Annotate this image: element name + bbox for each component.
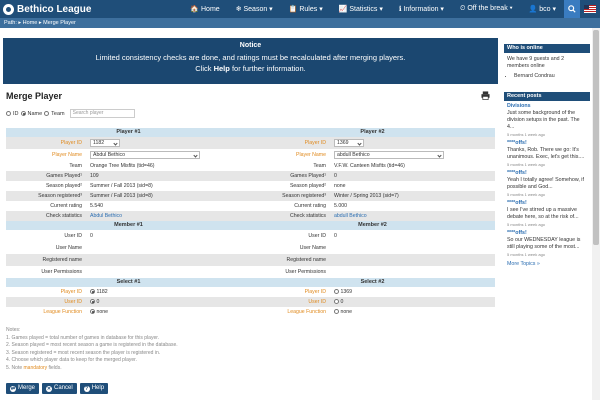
player-1-season-registered-label: Season registered³: [38, 193, 82, 199]
note-1: 1. Games played = total number of games in database for this player.: [6, 334, 160, 341]
help-button-label: Help: [91, 385, 105, 391]
select-2-userid-label: User ID: [308, 299, 326, 305]
notice-line-2: [3, 64, 498, 73]
player-2-name-select[interactable]: abdull Bethico: [334, 151, 444, 159]
help-button[interactable]: [80, 383, 108, 394]
notes-title: Notes:: [6, 327, 21, 333]
player-1-rating-label: Current rating: [50, 203, 82, 209]
player-1-id-select[interactable]: 1182: [90, 139, 120, 147]
player-1-name-select[interactable]: Abdul Bethico: [90, 151, 200, 159]
radio-team-label: Team: [51, 110, 65, 117]
who-online-title: Who is online: [504, 44, 590, 53]
radio-team[interactable]: [44, 111, 49, 116]
select-1-header: Select #1: [6, 278, 251, 287]
player-2-id-row: [250, 137, 495, 149]
member-2-regname-row: [250, 254, 495, 266]
nav-information[interactable]: ℹ Information ▾: [398, 6, 444, 13]
post-excerpt[interactable]: Just some background of the division setups in the past. The 4...: [507, 110, 580, 130]
player-1-season-registered-row: [6, 191, 251, 201]
player-2-rating-row: [250, 201, 495, 211]
online-member[interactable]: • Bernard Condrau: [514, 73, 590, 80]
brand[interactable]: [0, 4, 150, 15]
merge-button[interactable]: [6, 383, 39, 394]
who-online-text: We have 9 guests and 2 members online: [507, 56, 565, 69]
select-1-playerid-row: [6, 287, 251, 297]
breadcrumb: Path: ▸ Home ▸ Merge Player: [0, 18, 600, 28]
note-5-post: fields.: [47, 364, 62, 371]
merge-icon: ⇄: [10, 385, 16, 392]
player-2-rating-value: 5.000: [334, 203, 347, 209]
post-time: 5 months 1 week ago: [507, 252, 546, 257]
recent-post: [504, 228, 590, 258]
select-1-userid-value: 0: [96, 299, 100, 305]
note-2: 2. Season played = most recent season a game is registered in the database.: [6, 342, 178, 348]
player-1-panel: [6, 128, 251, 317]
radio-name-label: Name: [27, 110, 43, 117]
recent-post: [504, 198, 590, 228]
player-2-name-label: Player Name: [296, 152, 326, 158]
post-topic[interactable]: ****offs!: [507, 140, 527, 146]
select-1-function-label: League Function: [43, 309, 82, 315]
player-2-id-label: Player ID: [304, 140, 326, 146]
post-excerpt[interactable]: So our WEDNESDAY league is still playing some of the most...: [507, 237, 581, 250]
more-topics-link[interactable]: More Topics »: [507, 261, 540, 267]
post-topic[interactable]: ****offs!: [507, 230, 527, 236]
select-1-userid-label: User ID: [64, 299, 82, 305]
member-2-perms-row: [250, 266, 495, 278]
post-excerpt[interactable]: Thanks, Rob. There we go: It's unanimous. Exec, let's get this....: [507, 147, 585, 160]
player-2-stats-row: [250, 211, 495, 221]
player-1-stats-row: [6, 211, 251, 221]
page-title: Merge Player: [6, 91, 63, 101]
search-type-options: [6, 109, 135, 118]
player-1-games-row: [6, 171, 251, 181]
player-2-games-row: [250, 171, 495, 181]
cancel-button-label: Cancel: [54, 385, 73, 391]
select-1-function-radio[interactable]: [90, 309, 95, 314]
select-2-function-radio[interactable]: [334, 309, 339, 314]
post-time: 5 months 1 week ago: [507, 192, 546, 197]
select-1-userid-row: [6, 297, 251, 307]
recent-post: [504, 168, 590, 198]
post-topic[interactable]: Divisions: [507, 103, 531, 109]
select-2-playerid-value: 1369: [340, 289, 352, 295]
player-2-season-registered-row: [250, 191, 495, 201]
member-1-perms-row: [6, 266, 251, 278]
search-icon[interactable]: [564, 0, 580, 18]
select-2-header: Select #2: [250, 278, 495, 287]
member-2-userid-value: 0: [334, 233, 337, 239]
notice-help-word: Help: [213, 64, 230, 73]
player-1-season-registered-value: Summer / Fall 2013 (sid=8): [90, 193, 153, 199]
nav-rules[interactable]: 📋 Rules ▾: [288, 6, 323, 13]
member-2-perms-label: User Permissions: [285, 269, 326, 275]
player-1-games-label: Games Played¹: [46, 173, 82, 179]
action-buttons: [6, 383, 108, 394]
player-1-rating-value: 5.540: [90, 203, 103, 209]
select-2-playerid-row: [250, 287, 495, 297]
member-1-header: Member #1: [6, 221, 251, 230]
member-1-username-label: User Name: [55, 245, 82, 251]
nav-user-menu[interactable]: 👤 bco ▾: [528, 6, 556, 13]
member-1-username-row: [6, 242, 251, 254]
player-2-stats-link[interactable]: abdull Bethico: [334, 213, 367, 219]
radio-name[interactable]: [21, 111, 26, 116]
post-topic[interactable]: ****offs!: [507, 200, 527, 206]
select-2-function-label: League Function: [287, 309, 326, 315]
main-nav: [182, 0, 600, 18]
player-1-stats-label: Check statistics: [45, 213, 82, 219]
player-1-team-label: Team: [69, 163, 82, 169]
post-excerpt[interactable]: I see I've stirred up a massive debate here, so at the risk of...: [507, 207, 579, 220]
player-1-season-played-row: [6, 181, 251, 191]
player-2-name-row: [250, 149, 495, 161]
radio-id-label: ID: [13, 110, 19, 117]
member-2-regname-label: Registered name: [286, 257, 326, 263]
select-1-function-value: none: [96, 309, 108, 315]
note-5-pre: 5. Note: [6, 364, 24, 371]
select-2-function-value: none: [340, 309, 352, 315]
note-3: 3. Season registered = most recent season the player is registered in.: [6, 349, 161, 356]
us-flag-icon[interactable]: [584, 5, 596, 13]
cancel-button[interactable]: [42, 383, 77, 394]
player-2-season-registered-value: Winter / Spring 2013 (sid=7): [334, 193, 399, 199]
member-1-regname-label: Registered name: [42, 257, 82, 263]
player-2-season-played-value: none: [334, 183, 346, 189]
player-2-header: Player #2: [250, 128, 495, 137]
member-2-username-row: [250, 242, 495, 254]
player-1-name-label: Player Name: [52, 152, 82, 158]
select-2-userid-radio[interactable]: [334, 299, 339, 304]
member-2-header: Member #2: [250, 221, 495, 230]
player-1-team-row: [6, 161, 251, 171]
recent-posts-title: Recent posts: [504, 92, 590, 101]
note-5-mandatory: mandatory: [23, 364, 48, 371]
player-2-stats-label: Check statistics: [289, 213, 326, 219]
nav-off-the-break[interactable]: ⏲ Off the break ▾: [459, 5, 513, 12]
post-time: 5 months 1 week ago: [507, 132, 546, 137]
player-1-games-value: 109: [90, 173, 99, 179]
brand-name: Bethico League: [17, 3, 92, 15]
player-2-season-played-row: [250, 181, 495, 191]
select-1-userid-radio[interactable]: [90, 299, 95, 304]
member-1-userid-label: User ID: [64, 233, 82, 239]
post-time: 5 months 1 week ago: [507, 162, 546, 167]
radio-id[interactable]: [6, 111, 11, 116]
select-2-playerid-radio[interactable]: [334, 289, 339, 294]
scrollbar-thumb[interactable]: [593, 30, 599, 245]
player-1-id-label: Player ID: [60, 140, 82, 146]
player-2-rating-label: Current rating: [294, 203, 326, 209]
player-1-team-value: Orange Tree Misfits (tid=46): [90, 163, 155, 169]
player-1-id-row: [6, 137, 251, 149]
league-logo-icon: [3, 4, 14, 15]
cancel-icon: ✕: [46, 385, 52, 392]
player-2-team-row: [250, 161, 495, 171]
notice-line-2-pre: Click: [195, 64, 214, 73]
player-1-season-played-value: Summer / Fall 2013 (sid=8): [90, 183, 153, 189]
notice-line-2-post: for further information.: [229, 64, 306, 73]
select-1-playerid-value: 1182: [96, 289, 108, 295]
member-1-regname-row: [6, 254, 251, 266]
search-player-input[interactable]: Search player: [70, 109, 135, 118]
player-2-games-value: 0: [334, 173, 337, 179]
print-icon[interactable]: [481, 91, 490, 100]
player-1-name-row: [6, 149, 251, 161]
nav-season[interactable]: ❄ Season ▾: [235, 6, 273, 13]
sidebar: [504, 44, 590, 270]
merge-button-label: Merge: [18, 385, 36, 391]
nav-home[interactable]: 🏠 Home: [190, 6, 220, 13]
member-1-userid-value: 0: [90, 233, 93, 239]
notes: [6, 327, 178, 372]
player-1-season-played-label: Season played²: [45, 183, 82, 189]
select-2-userid-value: 0: [340, 299, 344, 305]
select-2-playerid-label: Player ID: [304, 289, 326, 295]
player-2-season-played-label: Season played²: [289, 183, 326, 189]
player-2-team-value: V.F.W. Canteen Misfits (tid=46): [334, 163, 405, 169]
post-excerpt[interactable]: Yeah I totally agree! Somehow, if possible and God...: [507, 177, 584, 190]
nav-statistics[interactable]: 📈 Statistics ▾: [338, 6, 383, 13]
help-icon: ?: [85, 385, 89, 392]
post-time: 5 months 1 week ago: [507, 222, 546, 227]
top-navbar: [0, 0, 600, 18]
recent-post: [504, 101, 590, 138]
player-2-games-label: Games Played¹: [290, 173, 326, 179]
recent-post: [504, 138, 590, 168]
player-1-rating-row: [6, 201, 251, 211]
online-members-list: [514, 73, 590, 80]
member-2-userid-label: User ID: [308, 233, 326, 239]
player-2-id-select[interactable]: 1369: [334, 139, 364, 147]
notice-banner: [3, 38, 498, 84]
select-1-playerid-radio[interactable]: [90, 289, 95, 294]
note-5: [6, 365, 178, 373]
post-topic[interactable]: ****offs!: [507, 170, 527, 176]
notice-line-1: Limited consistency checks are done, and ratings must be recalculated after merging players.: [95, 53, 406, 62]
player-1-header: Player #1: [6, 128, 251, 137]
select-2-function-row: [250, 307, 495, 317]
player-1-stats-link[interactable]: Abdul Bethico: [90, 213, 123, 219]
notice-title: Notice: [239, 42, 262, 49]
member-1-perms-label: User Permissions: [41, 269, 82, 275]
select-1-function-row: [6, 307, 251, 317]
member-2-userid-row: [250, 230, 495, 242]
player-2-season-registered-label: Season registered³: [282, 193, 326, 199]
note-4: 4. Choose which player data to keep for the merged player.: [6, 357, 137, 363]
player-2-team-label: Team: [313, 163, 326, 169]
member-2-username-label: User Name: [299, 245, 326, 251]
select-2-userid-row: [250, 297, 495, 307]
member-1-userid-row: [6, 230, 251, 242]
player-2-panel: [250, 128, 495, 317]
select-1-playerid-label: Player ID: [60, 289, 82, 295]
